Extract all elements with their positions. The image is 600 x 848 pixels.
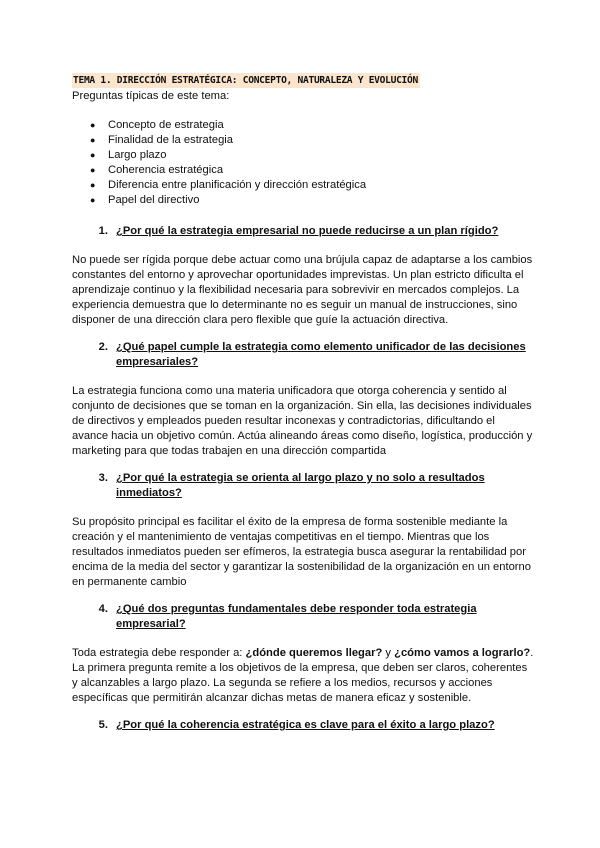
question-text: ¿Por qué la estrategia empresarial no puede reducirse a un plan rígido? bbox=[116, 225, 499, 237]
list-item bbox=[90, 118, 532, 133]
question-number: 4. bbox=[98, 603, 108, 615]
list-item bbox=[90, 178, 532, 193]
list-item-text: Largo plazo bbox=[108, 149, 167, 161]
list-item bbox=[90, 133, 532, 148]
document-page bbox=[72, 70, 532, 733]
question-number: 3. bbox=[98, 472, 108, 484]
answer-text: y bbox=[382, 647, 395, 659]
answer-paragraph-4 bbox=[72, 646, 534, 706]
question-number: 2. bbox=[98, 341, 108, 353]
list-item-text: Papel del directivo bbox=[108, 194, 200, 206]
page-title: TEMA 1. DIRECCIÓN ESTRATÉGICA: CONCEPTO, NATURALEZA Y EVOLUCIÓN bbox=[73, 75, 418, 86]
answer-emphasis: ¿cómo vamos a lograrlo? bbox=[394, 647, 531, 659]
bullet-icon: ● bbox=[90, 180, 96, 190]
list-item-text: Finalidad de la estrategia bbox=[108, 134, 234, 146]
question-heading-1 bbox=[72, 224, 532, 239]
question-number: 1. bbox=[98, 225, 108, 237]
list-item bbox=[90, 148, 532, 163]
answer-emphasis: ¿dónde queremos llegar? bbox=[245, 647, 383, 659]
bullet-icon: ● bbox=[90, 165, 96, 175]
bullet-icon: ● bbox=[90, 195, 96, 205]
list-item bbox=[90, 193, 532, 208]
question-heading-3 bbox=[72, 471, 532, 501]
list-item-text: Coherencia estratégica bbox=[108, 164, 224, 176]
question-text: ¿Qué papel cumple la estrategia como elemento unificador de las decisiones empresariales? bbox=[116, 341, 526, 368]
answer-text: Toda estrategia debe responder a: bbox=[72, 647, 246, 659]
bullet-icon: ● bbox=[90, 120, 96, 130]
answer-paragraph-2: La estrategia funciona como una materia unificadora que otorga coherencia y sentido al conjunto de decisiones que se toman en la organización. Sin ella, las decisiones individuales de directivos y empleados pueden resultar inconexas y contradictorias, dificultando el avance hacia un objetivo común. Actúa alineando áreas como diseño, logística, producción y marketing para que todas trabajen en una dirección compartida bbox=[72, 385, 533, 457]
bullet-icon: ● bbox=[90, 135, 96, 145]
answer-text: . La primera pregunta remite a los objetivos de la empresa, que deben ser claros, coherentes y alcanzables a largo plazo. La segunda se refiere a los medios, recursos y acciones específicas que permitirán alcanzar dichas metas de manera eficaz y sostenible. bbox=[72, 647, 534, 704]
bullet-icon: ● bbox=[90, 150, 96, 160]
answer-paragraph-1: No puede ser rígida porque debe actuar como una brújula capaz de adaptarse a los cambios constantes del entorno y aprovechar oportunidades imprevistas. Un plan estricto dificulta el aprendizaje continuo y la flexibilidad necesaria para sobrevivir en mercados complejos. La experiencia demuestra que lo determinante no es seguir un manual de instrucciones, sino disponer de una dirección clara pero flexible que guíe la actuación directiva. bbox=[72, 254, 533, 326]
answer-paragraph-3: Su propósito principal es facilitar el éxito de la empresa de forma sostenible mediante la creación y el mantenimiento de ventajas competitivas en el tiempo. Mientras que los resultados inmediatos pueden ser efímeros, la estrategia busca asegurar la rentabilidad por encima de la media del sector y garantizar la sostenibilidad de la organización en un entorno en permanente cambio bbox=[72, 516, 531, 588]
list-item bbox=[90, 163, 532, 178]
intro-text: Preguntas típicas de este tema: bbox=[72, 90, 230, 102]
list-item-text: Diferencia entre planificación y dirección estratégica bbox=[108, 179, 367, 191]
question-text: ¿Por qué la estrategia se orienta al largo plazo y no solo a resultados inmediatos? bbox=[116, 472, 485, 499]
question-text: ¿Por qué la coherencia estratégica es clave para el éxito a largo plazo? bbox=[116, 719, 495, 731]
question-number: 5. bbox=[98, 719, 108, 731]
topics-list bbox=[72, 118, 532, 208]
question-heading-4 bbox=[72, 602, 532, 632]
list-item-text: Concepto de estrategia bbox=[108, 119, 224, 131]
question-heading-5 bbox=[72, 718, 532, 733]
question-text: ¿Qué dos preguntas fundamentales debe responder toda estrategia empresarial? bbox=[116, 603, 477, 630]
question-heading-2 bbox=[72, 340, 532, 370]
